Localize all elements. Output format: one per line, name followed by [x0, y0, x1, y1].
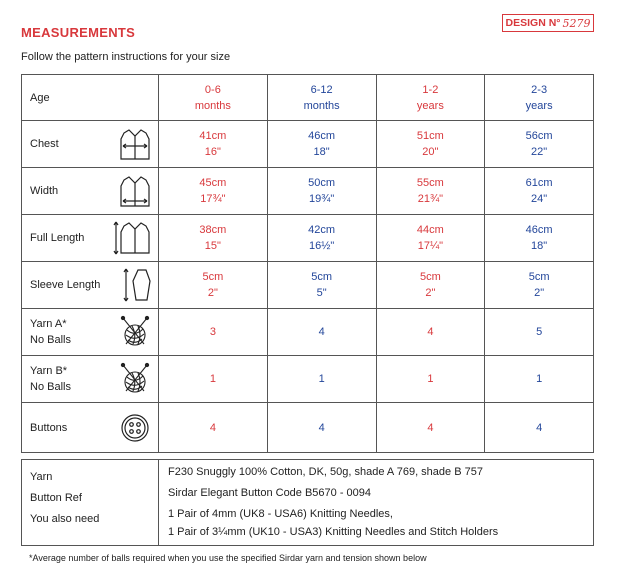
value-cell: 5	[485, 309, 594, 356]
table-row-width	[22, 168, 594, 215]
yarn-label: Yarn	[30, 471, 53, 483]
footnote: *Average number of balls required when you use the specified Sirdar yarn and tension shown below	[29, 553, 427, 563]
table-row-age	[22, 75, 594, 121]
value-cell: 38cm 15"	[159, 215, 268, 262]
value-cell: 46cm 18"	[485, 215, 594, 262]
value-cell: 5cm 2"	[485, 262, 594, 309]
yarn-value: F230 Snuggly 100% Cotton, DK, 50g, shade A 769, shade B 757	[168, 466, 483, 478]
row-label: Chest	[22, 121, 159, 168]
value-cell: 5cm 5"	[267, 262, 376, 309]
table-row-sleeve-length	[22, 262, 594, 309]
value-cell: 4	[485, 403, 594, 453]
materials-labels	[22, 460, 159, 546]
table-row-buttons	[22, 403, 594, 453]
cardigan-width-icon	[118, 173, 152, 209]
value-cell: 1	[159, 356, 268, 403]
cardigan-length-icon	[112, 219, 152, 257]
yarn-ball-icon	[118, 314, 152, 350]
value-cell: 4	[267, 403, 376, 453]
button-ref-label: Button Ref	[30, 492, 82, 504]
table-row-yarn-a	[22, 309, 594, 356]
size-cell: 1-2 years	[376, 75, 485, 121]
button-ref-value: Sirdar Elegant Button Code B5670 - 0094	[168, 487, 372, 499]
row-label: Yarn A* No Balls	[22, 309, 159, 356]
sleeve-length-icon	[120, 266, 152, 304]
value-cell: 5cm 2"	[159, 262, 268, 309]
value-cell: 4	[159, 403, 268, 453]
needles-line-2: 1 Pair of 3¼mm (UK10 - USA3) Knitting Needles and Stitch Holders	[168, 526, 499, 538]
value-cell: 50cm 19¾"	[267, 168, 376, 215]
value-cell: 51cm 20"	[376, 121, 485, 168]
materials-values	[159, 460, 594, 546]
value-cell: 44cm 17¼"	[376, 215, 485, 262]
value-cell: 56cm 22"	[485, 121, 594, 168]
design-number-badge	[502, 14, 594, 32]
design-number: 5279	[562, 16, 591, 30]
value-cell: 4	[376, 309, 485, 356]
materials-table	[21, 459, 594, 546]
yarn-ball-icon	[118, 361, 152, 397]
page-title: MEASUREMENTS	[21, 25, 136, 40]
row-label: Yarn B* No Balls	[22, 356, 159, 403]
row-label: Sleeve Length	[22, 262, 159, 309]
row-label: Full Length	[22, 215, 159, 262]
value-cell: 3	[159, 309, 268, 356]
value-cell: 4	[376, 403, 485, 453]
materials-row	[22, 460, 594, 546]
page-subtitle: Follow the pattern instructions for your size	[21, 51, 231, 63]
table-row-yarn-b	[22, 356, 594, 403]
button-icon	[118, 411, 152, 445]
value-cell: 1	[376, 356, 485, 403]
value-cell: 55cm 21¾"	[376, 168, 485, 215]
size-cell: 6-12 months	[267, 75, 376, 121]
needles-line-1: 1 Pair of 4mm (UK8 - USA6) Knitting Needles,	[168, 508, 393, 520]
row-label: Age	[22, 75, 159, 121]
value-cell: 45cm 17¾"	[159, 168, 268, 215]
value-cell: 46cm 18"	[267, 121, 376, 168]
value-cell: 1	[485, 356, 594, 403]
value-cell: 5cm 2"	[376, 262, 485, 309]
value-cell: 42cm 16½"	[267, 215, 376, 262]
size-cell: 2-3 years	[485, 75, 594, 121]
table-row-full-length	[22, 215, 594, 262]
measurements-table	[21, 74, 594, 453]
value-cell: 1	[267, 356, 376, 403]
value-cell: 41cm 16"	[159, 121, 268, 168]
design-label: DESIGN N°	[505, 17, 561, 29]
size-cell: 0-6 months	[159, 75, 268, 121]
value-cell: 61cm 24"	[485, 168, 594, 215]
cardigan-chest-icon	[118, 126, 152, 162]
row-label: Width	[22, 168, 159, 215]
row-label: Buttons	[22, 403, 159, 453]
value-cell: 4	[267, 309, 376, 356]
table-row-chest	[22, 121, 594, 168]
you-also-need-label: You also need	[30, 513, 100, 525]
